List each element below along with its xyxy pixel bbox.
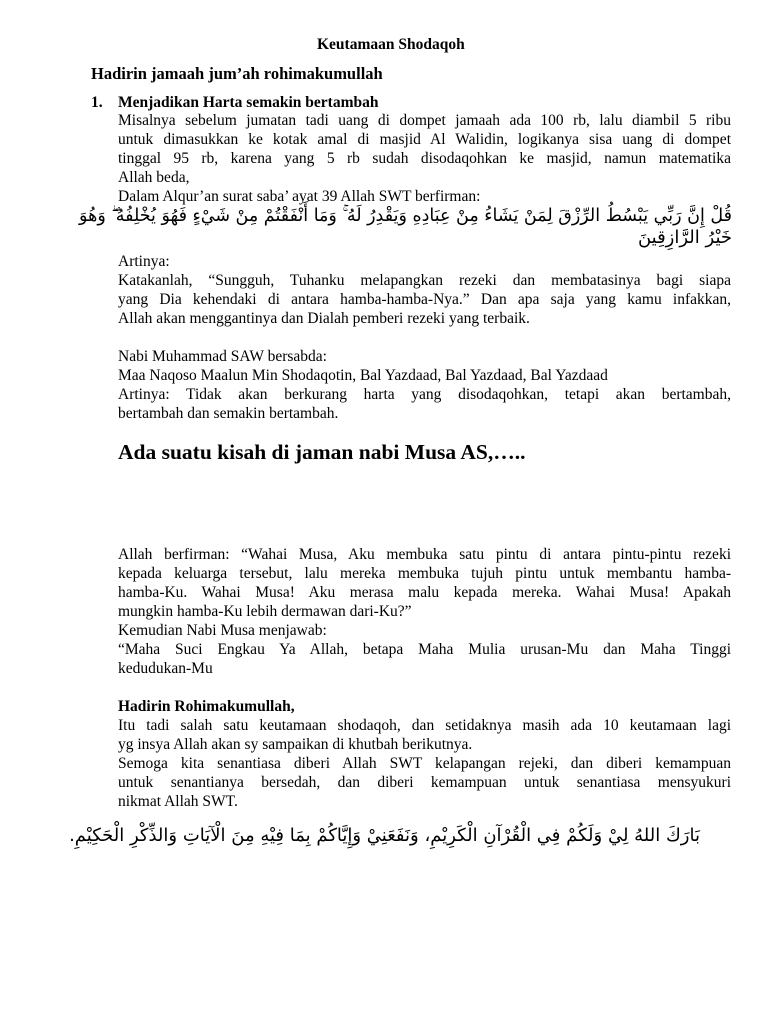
arabic-verse-line: خَيْرُ الرَّازِقِينَ — [637, 227, 732, 248]
greeting-heading: Hadirin jamaah jum’ah rohimakumullah — [91, 64, 383, 83]
paragraph-line: untuk dimasukkan ke kotak amal di masjid Al Walidin, logikanya sisa uang di dompet — [118, 131, 731, 148]
hadith-intro: Nabi Muhammad SAW bersabda: — [118, 348, 327, 365]
story-heading: Ada suatu kisah di jaman nabi Musa AS,….. — [118, 440, 526, 464]
story-line: kepada keluarga tersebut, lalu mereka membuka tujuh pintu untuk membantu hamba- — [118, 565, 731, 582]
translation-line: Katakanlah, “Sungguh, Tuhanku melapangkan rezeki dan membatasinya bagi siapa — [118, 272, 731, 289]
translation-line: Allah akan menggantinya dan Dialah pemberi rezeki yang terbaik. — [118, 310, 530, 327]
story-line: kedudukan-Mu — [118, 660, 213, 677]
story-line: Kemudian Nabi Musa menjawab: — [118, 622, 327, 639]
quran-intro: Dalam Alqur’an surat saba’ ayat 39 Allah SWT berfirman: — [118, 188, 481, 205]
hadith-meaning-line: Artinya: Tidak akan berkurang harta yang disodaqohkan, tetapi akan bertambah, — [118, 386, 731, 403]
paragraph-line: Misalnya sebelum jumatan tadi uang di dompet jamaah ada 100 rb, lalu diambil 5 ribu — [118, 112, 731, 129]
closing-line: untuk senantianya bersedah, dan diberi kemampuan untuk senantiasa mensyukuri — [118, 774, 731, 791]
document-title: Keutamaan Shodaqoh — [317, 36, 465, 53]
closing-line: Semoga kita senantiasa diberi Allah SWT kelapangan rejeki, dan diberi kemampuan — [118, 755, 731, 772]
hadith-text: Maa Naqoso Maalun Min Shodaqotin, Bal Yazdaad, Bal Yazdaad, Bal Yazdaad — [118, 367, 608, 384]
story-line: “Maha Suci Engkau Ya Allah, betapa Maha Mulia urusan-Mu dan Maha Tinggi — [118, 641, 731, 658]
translation-line: yang Dia kehendaki di antara hamba-hamba-Nya.” Dan apa saja yang kamu infakkan, — [118, 291, 731, 308]
story-line: Allah berfirman: “Wahai Musa, Aku membuka satu pintu di antara pintu-pintu rezeki — [118, 546, 731, 563]
point-number: 1. — [91, 94, 103, 111]
point-heading: Menjadikan Harta semakin bertambah — [118, 94, 379, 111]
hadith-meaning-line: bertambah dan semakin bertambah. — [118, 405, 339, 422]
closing-line: nikmat Allah SWT. — [118, 793, 238, 810]
story-line: hamba-Ku. Wahai Musa! Aku merasa malu kepada mereka. Wahai Musa! Apakah — [118, 584, 731, 601]
closing-heading: Hadirin Rohimakumullah, — [118, 698, 295, 715]
closing-line: Itu tadi salah satu keutamaan shodaqoh, dan setidaknya masih ada 10 keutamaan lagi — [118, 717, 731, 734]
closing-arabic-prayer: بَارَكَ اللهُ لِيْ وَلَكُمْ فِي الْقُرْآنِ الْكَرِيْمِ، وَنَفَعَنِيْ وَإِيَّاكُمْ بِمَا فِيْهِ مِنَ الْآيَاتِ وَالذِّكْرِ الْحَكِيْمِ. — [69, 825, 700, 846]
arabic-verse-line: قُلْ إِنَّ رَبِّي يَبْسُطُ الرِّزْقَ لِمَنْ يَشَاءُ مِنْ عِبَادِهِ وَيَقْدِرُ لَهُ ۚ وَمَا أَنْفَقْتُمْ مِنْ شَيْءٍ فَهُوَ يُخْلِفُهُ ۖ وَهُوَ — [79, 206, 732, 226]
paragraph-line: Allah beda, — [118, 169, 190, 186]
paragraph-line: tinggal 95 rb, karena yang 5 rb sudah disodaqohkan ke masjid, namun matematika — [118, 150, 731, 167]
story-line: mungkin hamba-Ku lebih dermawan dari-Ku?” — [118, 603, 412, 620]
artinya-label: Artinya: — [118, 253, 170, 270]
closing-line: yg insya Allah akan sy sampaikan di khutbah berikutnya. — [118, 736, 473, 753]
